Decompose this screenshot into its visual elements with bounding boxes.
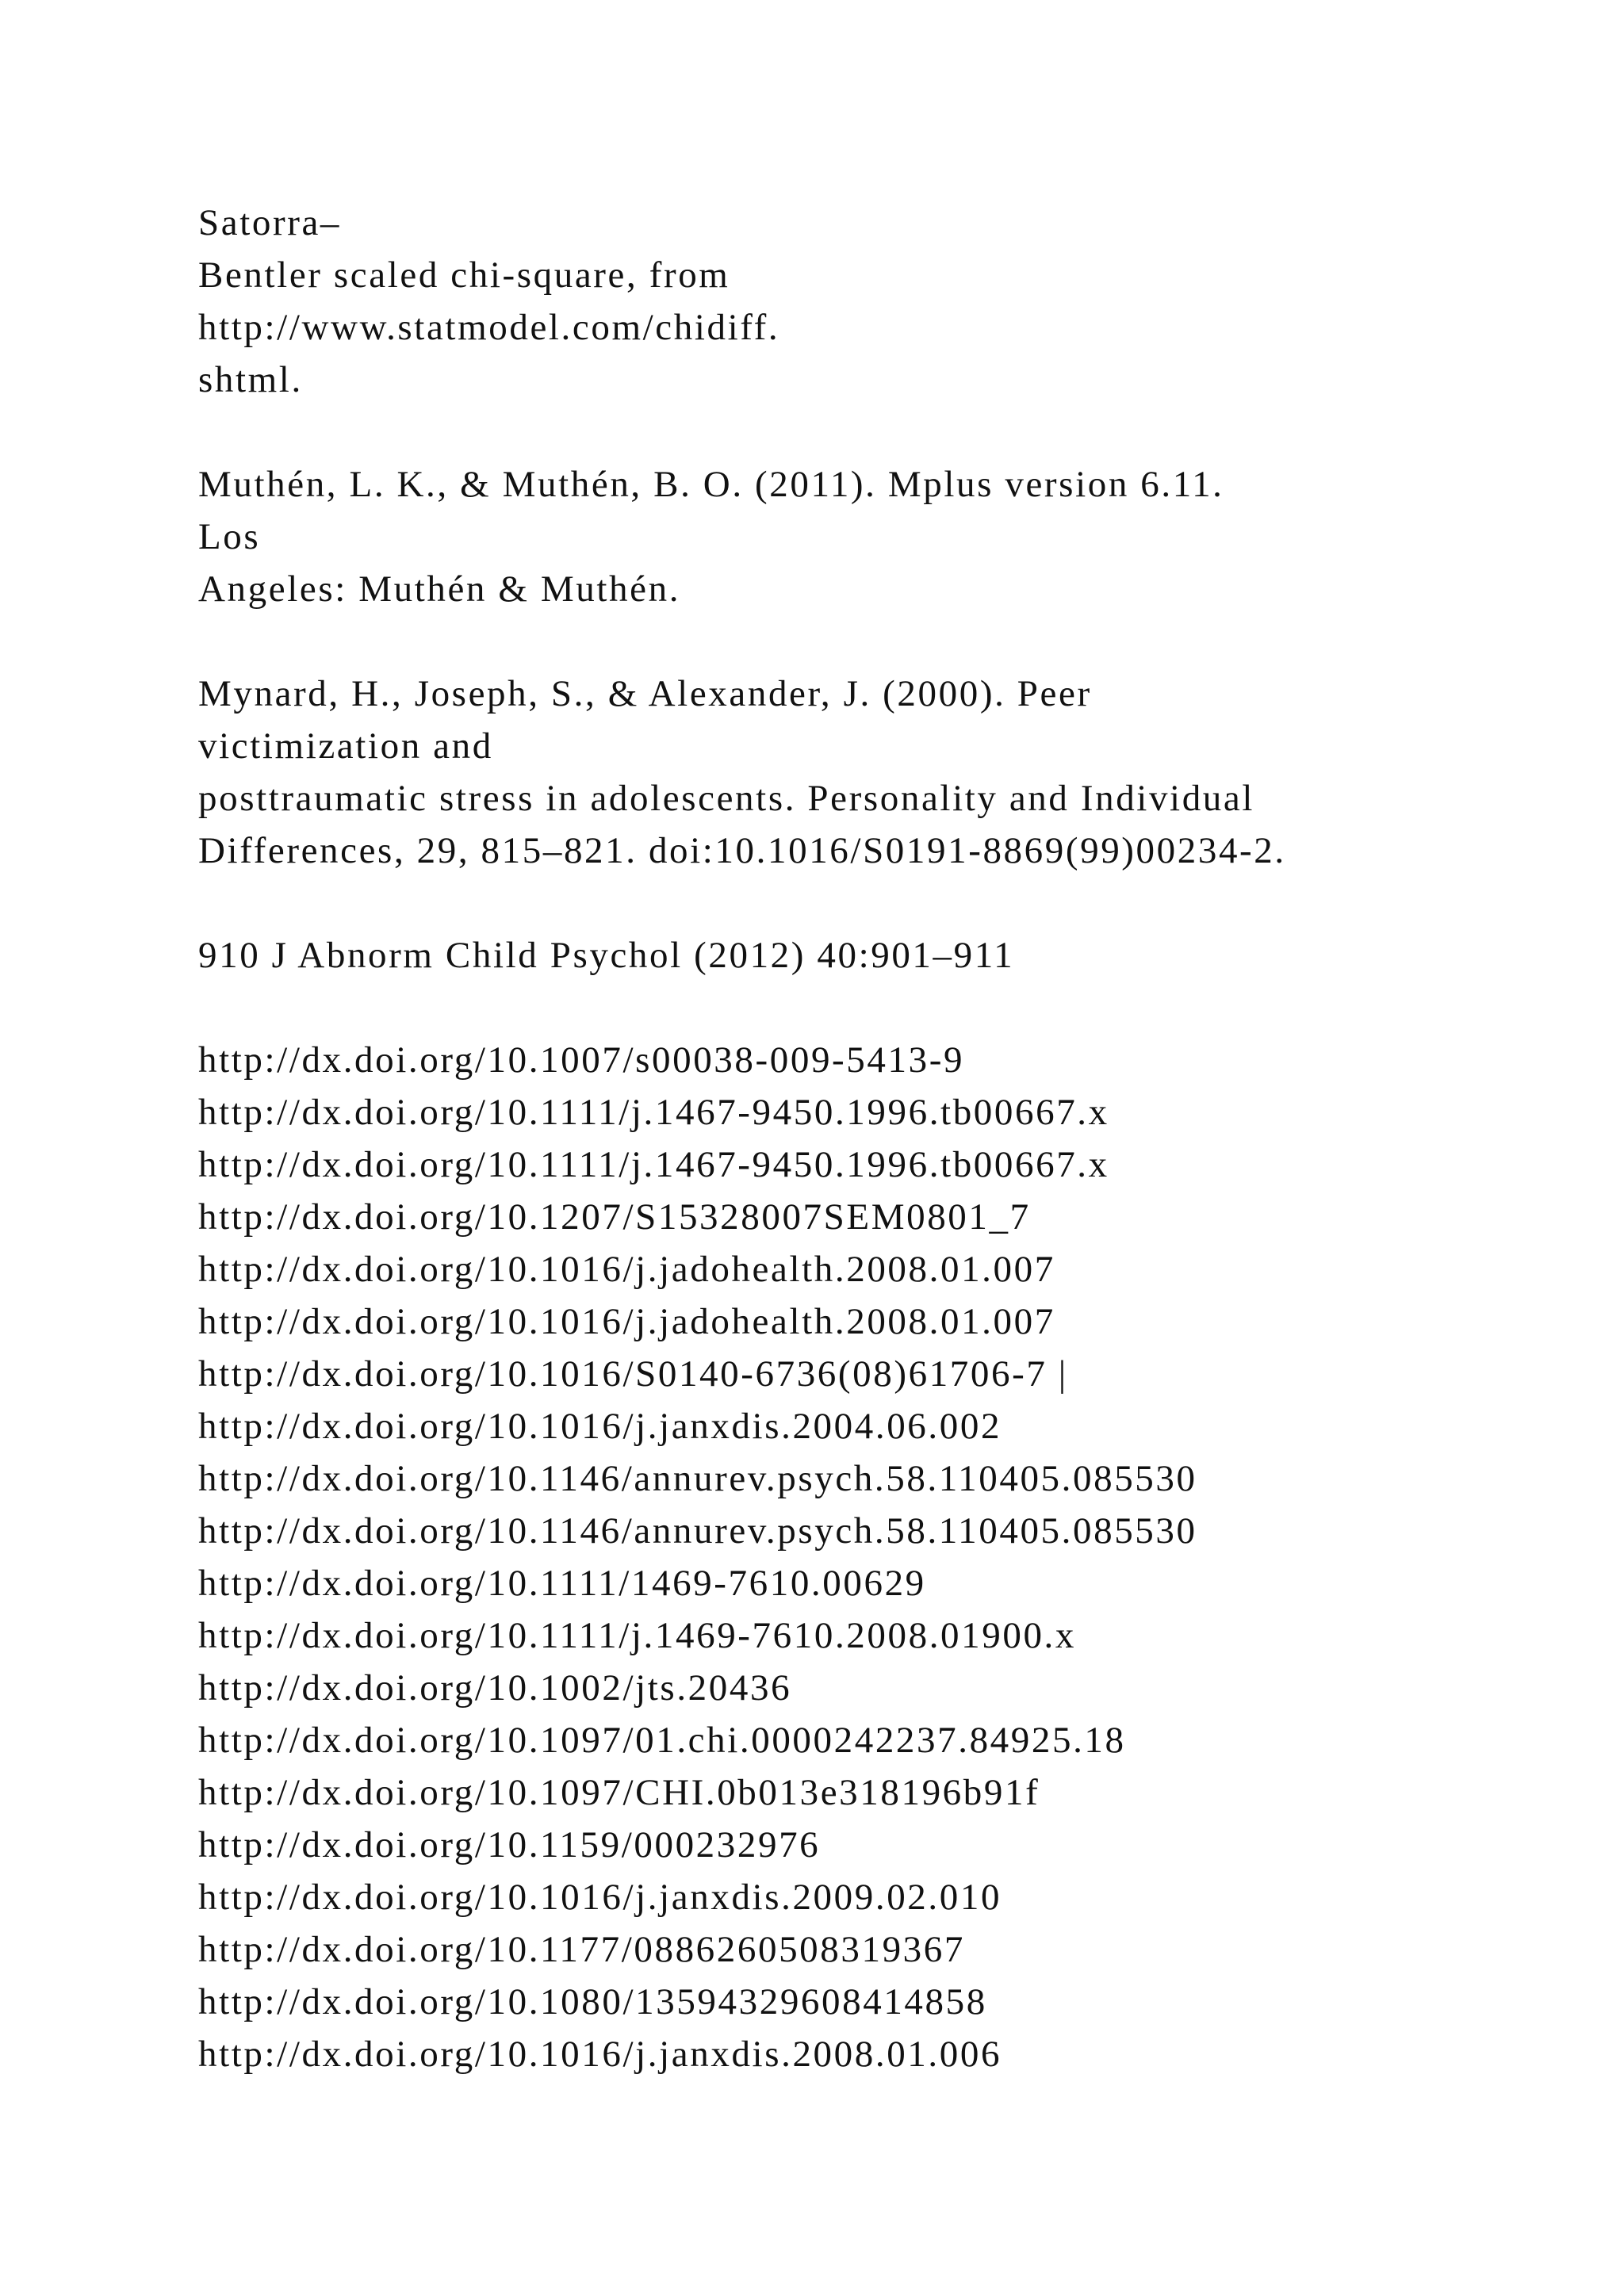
paragraph-gap bbox=[198, 615, 1546, 668]
doi-link[interactable]: http://dx.doi.org/10.1016/j.janxdis.2004.06.002 bbox=[198, 1406, 1002, 1447]
text-line: Mynard, H., Joseph, S., & Alexander, J. (2000). Peer bbox=[198, 673, 1092, 714]
doi-link[interactable]: http://dx.doi.org/10.1016/S0140-6736(08)61706-7 | bbox=[198, 1353, 1068, 1395]
text-line: Los bbox=[198, 516, 261, 557]
text-line: posttraumatic stress in adolescents. Personality and Individual bbox=[198, 778, 1255, 819]
text-line: Muthén, L. K., & Muthén, B. O. (2011). Mplus version 6.11. bbox=[198, 464, 1224, 505]
doi-link[interactable]: http://dx.doi.org/10.1002/jts.20436 bbox=[198, 1667, 792, 1709]
text-line: Satorra– bbox=[198, 202, 342, 243]
reference-muthen bbox=[198, 458, 1546, 615]
text-line: Bentler scaled chi-square, from bbox=[198, 254, 730, 296]
text-line: victimization and bbox=[198, 725, 493, 767]
doi-link[interactable]: http://dx.doi.org/10.1080/13594329608414858 bbox=[198, 1981, 987, 2022]
paragraph-gap bbox=[198, 982, 1546, 1034]
doi-link[interactable]: http://dx.doi.org/10.1111/j.1467-9450.1996.tb00667.x bbox=[198, 1092, 1109, 1133]
doi-link[interactable]: http://dx.doi.org/10.1146/annurev.psych.58.110405.085530 bbox=[198, 1510, 1197, 1552]
paragraph-gap bbox=[198, 406, 1546, 458]
text-line: Differences, 29, 815–821. doi:10.1016/S0191-8869(99)00234-2. bbox=[198, 830, 1286, 871]
doi-link[interactable]: http://dx.doi.org/10.1111/j.1469-7610.2008.01900.x bbox=[198, 1615, 1076, 1656]
doi-link[interactable]: http://dx.doi.org/10.1146/annurev.psych.58.110405.085530 bbox=[198, 1458, 1197, 1499]
doi-link[interactable]: http://dx.doi.org/10.1097/01.chi.0000242237.84925.18 bbox=[198, 1720, 1126, 1761]
doi-link[interactable]: http://dx.doi.org/10.1177/0886260508319367 bbox=[198, 1929, 965, 1970]
journal-page-footer bbox=[198, 929, 1546, 982]
doi-link[interactable]: http://dx.doi.org/10.1007/s00038-009-5413-9 bbox=[198, 1039, 965, 1081]
reference-text bbox=[198, 197, 1546, 2080]
paragraph-gap bbox=[198, 877, 1546, 929]
text-line: http://www.statmodel.com/chidiff. bbox=[198, 307, 780, 348]
reference-mynard bbox=[198, 668, 1546, 877]
doi-link-list bbox=[198, 1034, 1546, 2080]
text-line: Angeles: Muthén & Muthén. bbox=[198, 568, 681, 610]
doi-link[interactable]: http://dx.doi.org/10.1016/j.jadohealth.2008.01.007 bbox=[198, 1301, 1055, 1342]
doi-link[interactable]: http://dx.doi.org/10.1016/j.janxdis.2008.01.006 bbox=[198, 2034, 1002, 2075]
text-line: shtml. bbox=[198, 359, 303, 400]
doi-link[interactable]: http://dx.doi.org/10.1207/S15328007SEM0801_7 bbox=[198, 1196, 1031, 1238]
doi-link[interactable]: http://dx.doi.org/10.1159/000232976 bbox=[198, 1824, 821, 1866]
reference-satorra bbox=[198, 197, 1546, 406]
text-line: 910 J Abnorm Child Psychol (2012) 40:901–911 bbox=[198, 935, 1015, 976]
doi-link[interactable]: http://dx.doi.org/10.1111/j.1467-9450.1996.tb00667.x bbox=[198, 1144, 1109, 1185]
doi-link[interactable]: http://dx.doi.org/10.1016/j.jadohealth.2008.01.007 bbox=[198, 1249, 1055, 1290]
doi-link[interactable]: http://dx.doi.org/10.1097/CHI.0b013e318196b91f bbox=[198, 1772, 1040, 1813]
doi-link[interactable]: http://dx.doi.org/10.1111/1469-7610.00629 bbox=[198, 1563, 926, 1604]
doi-link[interactable]: http://dx.doi.org/10.1016/j.janxdis.2009.02.010 bbox=[198, 1877, 1002, 1918]
